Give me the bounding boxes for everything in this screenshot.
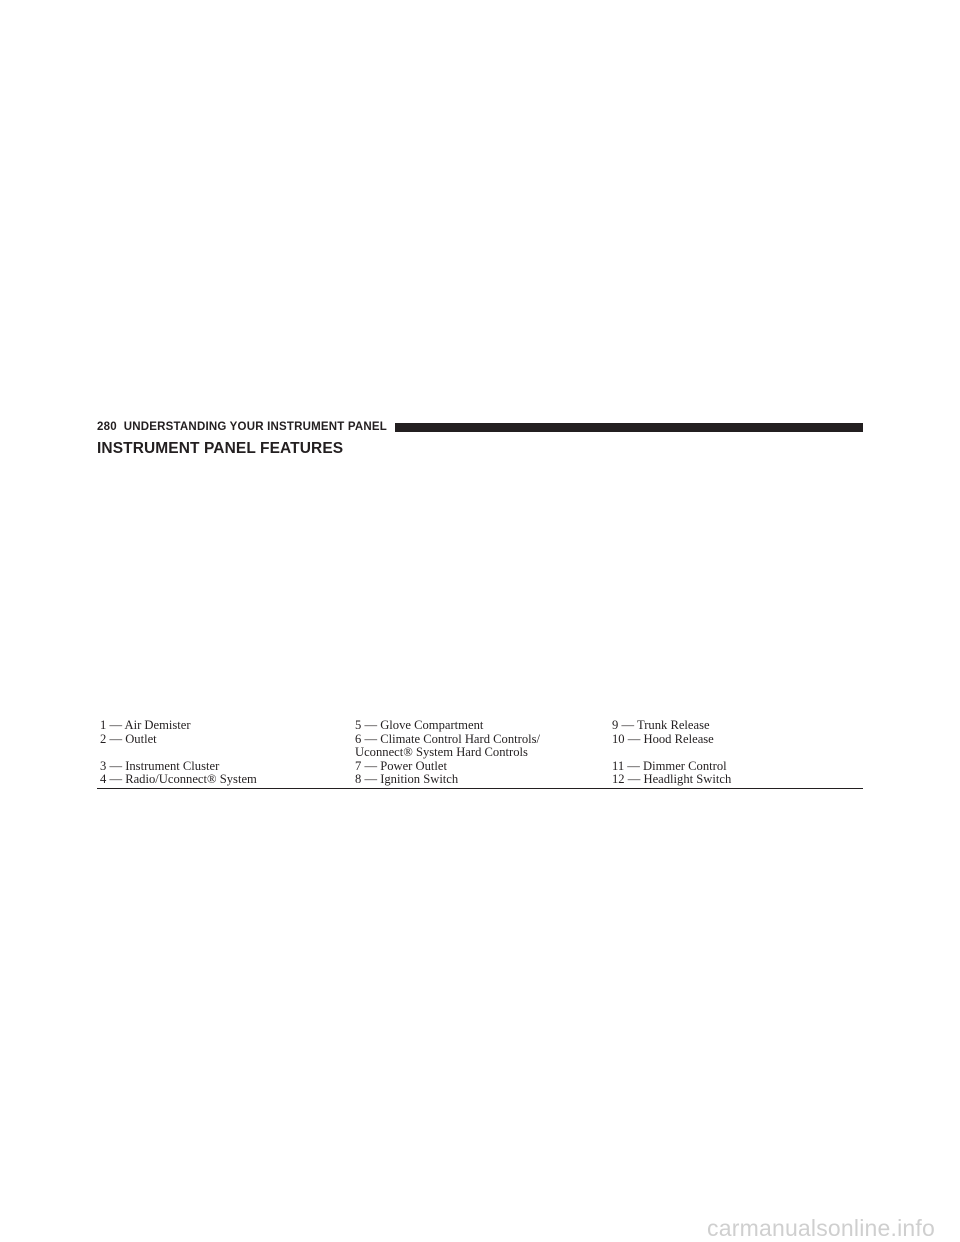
legend-item: Uconnect® System Hard Controls xyxy=(355,745,528,760)
page-number: 280 xyxy=(97,421,117,433)
legend-item: 3 — Instrument Cluster xyxy=(100,758,220,773)
legend-item xyxy=(612,746,863,760)
legend-row xyxy=(100,719,863,733)
legend-item: 8 — Ignition Switch xyxy=(355,772,459,787)
watermark: carmanualsonline.info xyxy=(707,1215,935,1241)
page-heading: INSTRUMENT PANEL FEATURES xyxy=(97,440,344,457)
legend-item: 4 — Radio/Uconnect® System xyxy=(100,772,257,787)
legend-row xyxy=(100,733,863,747)
legend-item xyxy=(100,746,355,760)
legend-item: 6 — Climate Control Hard Controls/ xyxy=(355,731,541,746)
legend-item: 1 — Air Demister xyxy=(100,718,191,732)
legend-item: 2 — Outlet xyxy=(100,731,157,746)
legend-item: 5 — Glove Compartment xyxy=(355,718,484,732)
running-header xyxy=(97,419,863,435)
legend-row xyxy=(100,760,863,774)
legend-row xyxy=(100,773,863,787)
legend-divider xyxy=(97,788,863,789)
legend-item: 7 — Power Outlet xyxy=(355,758,447,773)
legend-item: 10 — Hood Release xyxy=(612,731,714,746)
legend-row xyxy=(100,746,863,760)
legend-item: 12 — Headlight Switch xyxy=(612,772,732,787)
legend-item: 9 — Trunk Release xyxy=(612,718,710,732)
header-rule xyxy=(395,423,863,432)
legend-item: 11 — Dimmer Control xyxy=(612,758,727,773)
callout-legend xyxy=(100,719,863,787)
section-title: UNDERSTANDING YOUR INSTRUMENT PANEL xyxy=(123,421,387,433)
